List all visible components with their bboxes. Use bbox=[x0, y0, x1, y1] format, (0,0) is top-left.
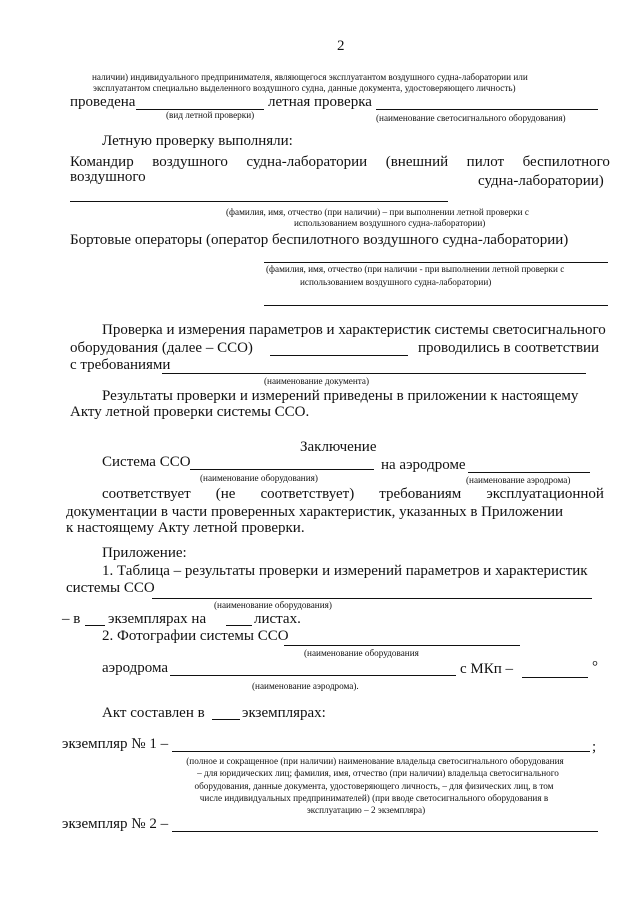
check-line-2-right: проводились в соответствии bbox=[418, 340, 600, 356]
compliance-line-3: к настоящему Акту летной проверки. bbox=[66, 520, 305, 536]
caption-commander-2: использованием воздушного судна-лаборатории) bbox=[294, 218, 486, 228]
commander-word: (внешний bbox=[385, 154, 449, 170]
commander-word: пилот bbox=[466, 154, 505, 170]
intro-line-1: наличии) индивидуального предпринимателя, являющегося эксплуатантом воздушного судна-лаборатории или bbox=[92, 72, 528, 82]
act-composed-prefix: Акт составлен в bbox=[102, 705, 205, 721]
caption-commander-1: (фамилия, имя, отчество (при наличии) – при выполнении летной проверки с bbox=[226, 207, 529, 217]
copy-1-end: ; bbox=[592, 739, 597, 755]
caption-copy-1-line-4: числе индивидуальных предпринимателей) (при вводе светосигнального оборудования в bbox=[199, 793, 549, 803]
appendix-item-2: 2. Фотографии системы ССО bbox=[102, 628, 289, 644]
system-label: Система ССО bbox=[102, 454, 191, 470]
compliance-word: эксплуатационной bbox=[486, 486, 604, 502]
caption-appendix-equipment: (наименование оборудования) bbox=[214, 600, 332, 610]
degree-sign: ° bbox=[592, 659, 598, 675]
intro-line-2: эксплуатантом специально выделенного воздушного судна, данные документа, удостоверяющего личность) bbox=[93, 83, 516, 93]
caption-copy-1-line-1: (полное и сокращенное (при наличии) наименование владельца светосигнального оборудования bbox=[186, 756, 564, 766]
conclusion-title: Заключение bbox=[300, 439, 377, 455]
commander-line-2-right: судна-лаборатории) bbox=[478, 173, 604, 189]
aerodrome-label: аэродрома bbox=[102, 660, 169, 676]
caption-copy-1-line-2: – для юридических лиц; фамилия, имя, отчество (при наличии) владельца светосигнального bbox=[197, 768, 559, 778]
conducted-label: проведена bbox=[70, 94, 136, 110]
system-equipment-field[interactable] bbox=[190, 469, 374, 470]
compliance-word: соответствует) bbox=[260, 486, 355, 502]
equipment-field[interactable] bbox=[376, 109, 598, 110]
appendix-equipment-field[interactable] bbox=[152, 598, 592, 599]
check-line-3: с требованиями bbox=[70, 357, 171, 373]
operators-name-field-1[interactable] bbox=[264, 262, 608, 263]
commander-word: судна-лаборатории bbox=[246, 154, 368, 170]
page-number: 2 bbox=[337, 38, 345, 54]
commander-name-field[interactable] bbox=[70, 201, 448, 202]
copy-2-label: экземпляр № 2 – bbox=[62, 816, 169, 832]
copy-1-label: экземпляр № 1 – bbox=[62, 736, 169, 752]
caption-equipment: (наименование светосигнального оборудования) bbox=[376, 113, 566, 123]
caption-document: (наименование документа) bbox=[264, 376, 370, 386]
commander-line-1 bbox=[70, 155, 610, 170]
check-line-2-left: оборудования (далее – ССО) bbox=[70, 340, 253, 356]
sheets-count-field[interactable] bbox=[226, 625, 252, 626]
performers-heading: Летную проверку выполняли: bbox=[102, 133, 293, 149]
operators-label: Бортовые операторы (оператор беспилотного воздушного судна-лаборатории) bbox=[70, 232, 569, 248]
abbreviation-field[interactable] bbox=[270, 355, 408, 356]
caption-system-equipment: (наименование оборудования) bbox=[200, 473, 318, 483]
flight-check-label: летная проверка bbox=[268, 94, 372, 110]
operators-name-field-2[interactable] bbox=[264, 305, 608, 306]
mkp-field[interactable] bbox=[522, 677, 588, 678]
at-aerodrome-label: на аэродроме bbox=[381, 457, 466, 473]
compliance-line-1 bbox=[102, 487, 604, 502]
appendix-label: Приложение: bbox=[102, 545, 187, 561]
document-field[interactable] bbox=[162, 373, 586, 374]
caption-photos-equipment: (наименование оборудования bbox=[304, 648, 419, 658]
results-line-1: Результаты проверки и измерений приведены в приложении к настоящему bbox=[102, 388, 579, 404]
photos-equipment-field[interactable] bbox=[284, 645, 520, 646]
copy-1-field[interactable] bbox=[172, 751, 590, 752]
commander-line-2-left: воздушного bbox=[70, 169, 146, 185]
results-line-2: Акту летной проверки системы ССО. bbox=[70, 404, 310, 420]
caption-operators-1: (фамилия, имя, отчество (при наличии - при выполнении летной проверки с bbox=[266, 264, 565, 274]
caption-operators-2: использованием воздушного судна-лаборатории) bbox=[300, 277, 492, 287]
commander-word: беспилотного bbox=[522, 154, 610, 170]
caption-copy-1-line-3: оборудования, данные документа, удостоверяющего личность, – для физических лиц, в том bbox=[194, 781, 554, 791]
compliance-word: (не bbox=[215, 486, 236, 502]
commander-word: Командир bbox=[70, 154, 134, 170]
caption-copy-1-line-5: эксплуатацию – 2 экземпляра) bbox=[306, 805, 426, 815]
commander-word: воздушного bbox=[152, 154, 228, 170]
caption-check-type: (вид летной проверки) bbox=[166, 110, 255, 120]
mkp-label: с МКп – bbox=[460, 661, 514, 677]
act-composed-suffix: экземплярах: bbox=[242, 705, 326, 721]
compliance-word: требованиям bbox=[379, 486, 462, 502]
copies-prefix: – в bbox=[62, 611, 81, 627]
caption-aerodrome: (наименование аэродрома) bbox=[466, 475, 571, 485]
copies-suffix: листах. bbox=[254, 611, 301, 627]
copies-middle: экземплярах на bbox=[108, 611, 207, 627]
caption-photos-aerodrome: (наименование аэродрома). bbox=[252, 681, 359, 691]
aerodrome-field[interactable] bbox=[468, 472, 590, 473]
act-copies-field[interactable] bbox=[212, 719, 240, 720]
appendix-item-1-line-2: системы ССО bbox=[66, 580, 155, 596]
compliance-line-2: документации в части проверенных характеристик, указанных в Приложении bbox=[66, 504, 564, 520]
copies-count-field[interactable] bbox=[85, 625, 105, 626]
appendix-item-1-line-1: 1. Таблица – результаты проверки и измерений параметров и характеристик bbox=[102, 563, 588, 579]
photos-aerodrome-field[interactable] bbox=[170, 675, 456, 676]
compliance-word: соответствует bbox=[102, 486, 191, 502]
copy-2-field[interactable] bbox=[172, 831, 598, 832]
check-line-1: Проверка и измерения параметров и характеристик системы светосигнального bbox=[102, 322, 606, 338]
